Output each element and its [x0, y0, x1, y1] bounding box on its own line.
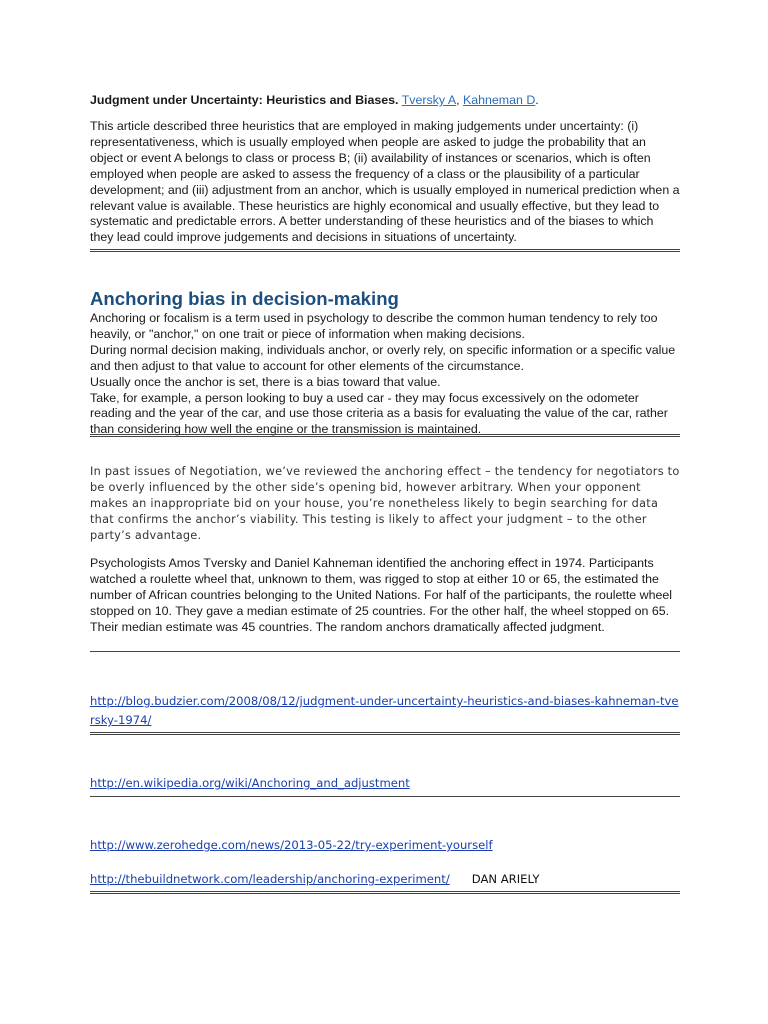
link-wikipedia[interactable]: http://en.wikipedia.org/wiki/Anchoring_and_adjustment: [90, 776, 410, 790]
citation-title: Judgment under Uncertainty: Heuristics and Biases.: [90, 93, 399, 107]
link-block-wikipedia: [90, 774, 680, 793]
link-zerohedge[interactable]: http://www.zerohedge.com/news/2013-05-22/try-experiment-yourself: [90, 838, 493, 852]
anchoring-paragraph-3: Usually once the anchor is set, there is a bias toward that value.: [90, 374, 441, 389]
link-buildnetwork[interactable]: http://thebuildnetwork.com/leadership/anchoring-experiment/: [90, 872, 450, 886]
link-block-budzier: [90, 692, 680, 730]
divider-6: [90, 891, 680, 894]
divider-3: [90, 651, 680, 652]
anchoring-section: [90, 311, 680, 438]
abstract-paragraph: This article described three heuristics that are employed in making judgements under uncertainty: (i) representativeness, which is usually employed when people are asked to judge the probability that an object or event A belongs to class or process B; (ii) availability of instances or scenarios, which is often employed when people are asked to assess the frequency of a class or the plausibility of a particular development; and (iii) adjustment from an anchor, which is usually employed in numerical prediction when a relevant value is available. These heuristics are highly economical and usually effective, but they lead to systematic and predictable errors. A better understanding of these heuristics and of the biases to which they lead could improve judgements and decisions in situations of uncertainty.: [90, 119, 680, 245]
section-heading: Anchoring bias in decision-making: [90, 288, 399, 309]
author-link-tversky[interactable]: Tversky A: [401, 93, 457, 107]
author-separator: ,: [456, 93, 463, 107]
anchoring-paragraph-4: Take, for example, a person looking to buy a used car - they may focus excessively on the odometer reading and the year of the car, and use those criteria as a basis for evaluating the value of the car, rather than considering how well the engine or the transmission is maintained.: [90, 390, 668, 437]
link-block-buildnetwork: [90, 870, 680, 889]
dan-ariely-label: DAN ARIELY: [471, 872, 540, 886]
divider-5: [90, 796, 680, 797]
citation-end: .: [535, 93, 539, 107]
divider-1: [90, 249, 680, 252]
negotiation-paragraph-1: In past issues of Negotiation, we’ve reviewed the anchoring effect – the tendency for negotiators to be overly influenced by the other side’s opening bid, however arbitrary. When your opponent makes an inappropriate bid on your house, you’re nonetheless likely to begin searching for data that confirms the anchor’s viability. This testing is likely to affect your judgment – to the other party’s advantage.: [90, 465, 680, 542]
author-link-kahneman[interactable]: Kahneman D: [462, 93, 536, 107]
anchoring-paragraph-1: Anchoring or focalism is a term used in psychology to describe the common human tendency to rely too heavily, or "anchor," on one trait or piece of information when making decisions.: [90, 311, 658, 341]
link-budzier[interactable]: http://blog.budzier.com/2008/08/12/judgment-under-uncertainty-heuristics-and-biases-kahneman-tversky-1974/: [90, 694, 679, 727]
citation-line: [90, 92, 680, 108]
anchoring-paragraph-2: During normal decision making, individuals anchor, or overly rely, on specific information or a specific value and then adjust to that value to account for other elements of the circumstance.: [90, 342, 676, 373]
link-block-zerohedge: [90, 836, 680, 855]
divider-4: [90, 732, 680, 735]
divider-2: [90, 434, 680, 437]
negotiation-paragraph-2: Psychologists Amos Tversky and Daniel Kahneman identified the anchoring effect in 1974. Participants watched a roulette wheel that, unknown to them, was rigged to stop at either 10 or 65, the estimated the number of African countries belonging to the United Nations. For half of the participants, the roulette wheel stopped on 10. They gave a median estimate of 25 countries. For the other half, the wheel stopped on 65. Their median estimate was 45 countries. The random anchors dramatically affected judgment.: [90, 556, 673, 634]
